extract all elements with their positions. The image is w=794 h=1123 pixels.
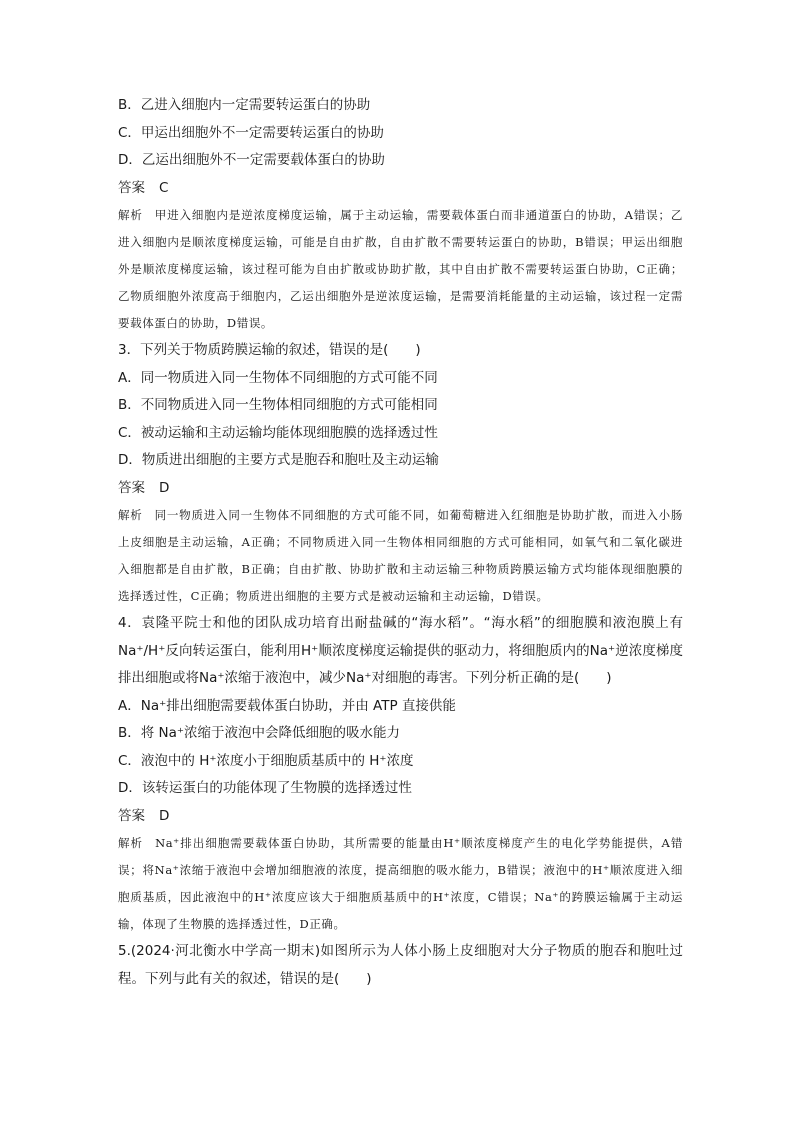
option-a: A．同一物质进入同一生物体不同细胞的方式可能不同 [118,369,438,386]
answer-value: C [159,179,169,196]
option-d: D．该转运蛋白的功能体现了生物膜的选择透过性 [118,780,412,796]
question-stem: 4．袁隆平院士和他的团队成功培育出耐盐碱的“海水稻”。“海水稻”的细胞膜和液泡膜上有 Na⁺/H⁺反向转运蛋白，能利用H⁺顺浓度梯度运输提供的驱动力，将细胞质内的Na⁺逆浓度梯度排出细胞或将Na⁺浓缩于液泡中，减少Na⁺对细胞的毒害。下列分析正确的是( ) [118,615,683,686]
answer-label: 答案 [118,479,145,496]
answer-line [118,803,683,831]
option-b: B．不同物质进入同一生物体相同细胞的方式可能相同 [118,397,438,413]
document-body [118,92,683,993]
question-stem: 5.(2024·河北衡水中学高一期末)如图所示为人体小肠上皮细胞对大分子物质的胞吞和胞吐过程。下列与此有关的叙述，错误的是( ) [118,943,683,987]
option-c: C．被动运输和主动运输均能体现细胞膜的选择透过性 [118,424,438,441]
option-c: C．甲运出细胞外不一定需要转运蛋白的协助 [118,124,384,141]
analysis-text: Na⁺排出细胞需要载体蛋白协助，其所需要的能量由H⁺顺浓度梯度产生的电化学势能提供，A错误；将Na⁺浓缩于液泡中会增加细胞液的浓度，提高细胞的吸水能力，B错误；液泡中的H⁺顺浓度进入细胞质基质，因此液泡中的H⁺浓度应该大于细胞质基质中的H⁺浓度，C错误；Na⁺的跨膜运输属于主动运输，体现了生物膜的选择透过性，D正确。 [118,836,683,931]
analysis-paragraph [118,202,683,337]
answer-line [118,475,683,503]
option-b: B．乙进入细胞内一定需要转运蛋白的协助 [118,97,371,113]
analysis-label: 解析 [118,836,144,850]
answer-label: 答案 [118,179,145,196]
answer-line [118,175,683,203]
option-d: D．乙运出细胞外不一定需要载体蛋白的协助 [118,152,385,168]
question-stem: 3．下列关于物质跨膜运输的叙述，错误的是( ) [118,342,421,358]
analysis-label: 解析 [118,508,143,522]
analysis-paragraph [118,830,683,938]
question-3 [118,337,683,610]
analysis-text: 同一物质进入同一生物体不同细胞的方式可能不同，如葡萄糖进入红细胞是协助扩散，而进入小肠上皮细胞是主动运输，A正确；不同物质进入同一生物体相同细胞的方式可能相同，如氧气和二氧化碳进入细胞都是自由扩散，B正确；自由扩散、协助扩散和主动运输三种物质跨膜运输方式均能体现细胞膜的选择透过性，C正确；物质进出细胞的主要方式是被动运输和主动运输，D错误。 [118,508,684,603]
question-5 [118,938,683,993]
question-2 [118,92,683,337]
analysis-text: 甲进入细胞内是逆浓度梯度运输，属于主动运输，需要载体蛋白而非通道蛋白的协助，A错误；乙进入细胞内是顺浓度梯度运输，可能是自由扩散，自由扩散不需要转运蛋白的协助，B错误；甲运出细胞外是顺浓度梯度运输，该过程可能为自由扩散或协助扩散，其中自由扩散不需要转运蛋白协助，C正确；乙物质细胞外浓度高于细胞内，乙运出细胞外是逆浓度运输，是需要消耗能量的主动运输，该过程一定需要载体蛋白的协助，D错误。 [118,208,683,330]
option-b: B．将 Na⁺浓缩于液泡中会降低细胞的吸水能力 [118,725,401,741]
option-c: C．液泡中的 H⁺浓度小于细胞质基质中的 H⁺浓度 [118,752,414,769]
analysis-label: 解析 [118,208,143,222]
answer-value: D [159,807,170,824]
answer-value: D [159,479,170,496]
analysis-paragraph [118,502,683,610]
option-d: D．物质进出细胞的主要方式是胞吞和胞吐及主动运输 [118,452,439,468]
question-4 [118,610,683,938]
option-a: A．Na⁺排出细胞需要载体蛋白协助，并由 ATP 直接供能 [118,697,456,714]
answer-label: 答案 [118,807,145,824]
